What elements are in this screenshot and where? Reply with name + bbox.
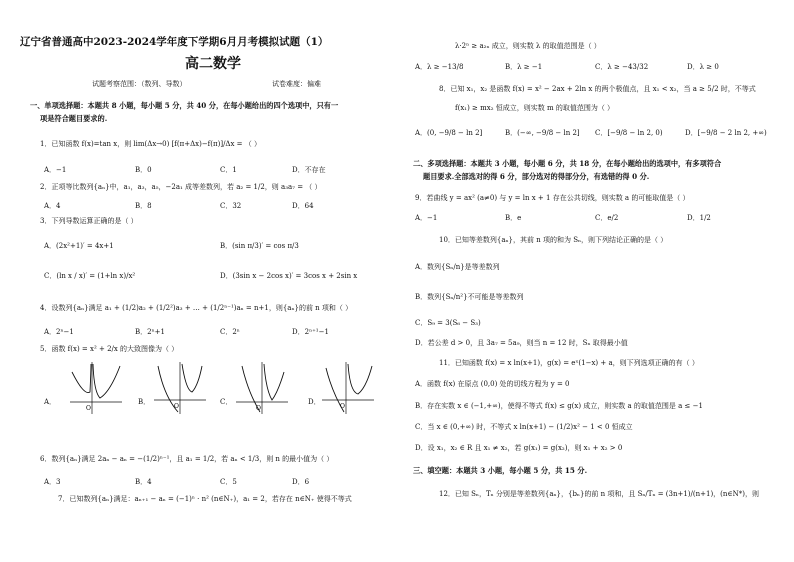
q11-option-a: A．函数 f(x) 在原点 (0,0) 处的切线方程为 y = 0 <box>415 380 570 388</box>
exam-scope: 试题考察范围：（数列、导数） <box>92 80 187 88</box>
q11-option-b: B．存在实数 x ∈ (−1,+∞)，使得不等式 f(x) ≤ g(x) 成立，则实数 a 的取值范围是 a ≤ −1 <box>415 402 703 410</box>
q6-option-d: D．6 <box>292 478 310 486</box>
q3-option-d: D．(3sin x − 2cos x)′ = 3cos x + 2sin x <box>220 272 358 280</box>
exam-title: 辽宁省普通高中2023-2024学年度下学期6月月考模拟试题（1） <box>20 36 329 48</box>
q9-option-d: D．1/2 <box>687 214 711 222</box>
q6-option-a: A．3 <box>44 478 61 486</box>
q5-graph-c <box>236 362 288 414</box>
q2-option-a: A．4 <box>44 202 61 210</box>
q1-stem: 1．已知函数 f(x)=tan x，则 lim(Δx→0) [f(π+Δx)−f(π)]/Δx = （ ） <box>40 140 261 148</box>
q6-option-c: C．5 <box>220 478 237 486</box>
q5-option-b: B． <box>138 398 151 406</box>
q2-option-b: B．8 <box>135 202 152 210</box>
q6-option-b: B．4 <box>135 478 152 486</box>
section3-heading: 三、填空题：本题共 3 小题，每小题 5 分，共 15 分. <box>413 466 588 475</box>
q8-option-d: D．[−9/8 − 2 ln 2, +∞) <box>685 129 767 137</box>
q4-option-c: C．2ⁿ <box>220 328 240 336</box>
q8-stem-cont: f(x₁) ≥ mx₂ 恒成立，则实数 m 的取值范围为（ ） <box>455 104 615 112</box>
q5-stem: 5．函数 f(x) = x² + 2/x 的大致图像为（ ） <box>40 345 179 353</box>
q10-stem: 10．已知等差数列{aₙ}，其前 n 项的和为 Sₙ，则下列结论正确的是（ ） <box>439 236 668 244</box>
section1-heading: 一、单项选择题：本题共 8 小题，每小题 5 分，共 40 分，在每小题给出的四个选项中，只有一 <box>30 101 339 110</box>
svg-text:O: O <box>256 405 261 412</box>
q9-stem: 9．若曲线 y = ax² (a≠0) 与 y = ln x + 1 存在公共切线，则实数 a 的可能取值是（ ） <box>415 194 690 202</box>
exam-difficulty: 试卷难度：偏难 <box>272 80 321 88</box>
q4-option-a: A．2ⁿ−1 <box>44 328 74 336</box>
svg-text:O: O <box>174 403 179 410</box>
q1-option-c: C．1 <box>220 166 237 174</box>
q3-option-c: C．(ln x / x)′ = (1+ln x)/x² <box>44 272 136 280</box>
q10-option-b: B．数列{Sₙ/n²}不可能是等差数列 <box>415 293 524 301</box>
q1-option-b: B．0 <box>135 166 152 174</box>
q9-option-a: A．−1 <box>415 214 438 222</box>
q9-option-c: C．e/2 <box>595 214 619 222</box>
q8-option-a: A．(0, −9/8 − ln 2] <box>415 129 483 137</box>
q12-stem: 12．已知 Sₙ，Tₙ 分别是等差数列{aₙ}，{bₙ}的前 n 项和，且 Sₙ/Tₙ = (3n+1)/(n+1)，(n∈N*)，则 <box>439 490 759 498</box>
q5-option-c: C． <box>220 398 233 406</box>
svg-text:O: O <box>86 405 91 412</box>
q2-option-d: D．64 <box>292 202 314 210</box>
q5-graph-b <box>154 362 206 414</box>
q7-stem: 7．已知数列{aₙ}满足：aₙ₊₁ − aₙ = (−1)ⁿ · n² (n∈N₊)，a₁ = 2，若存在 n∈N₊ 使得不等式 <box>58 495 352 503</box>
q4-option-d: D．2ⁿ⁺¹−1 <box>292 328 329 336</box>
q8-option-c: C．[−9/8 − ln 2, 0) <box>595 129 663 137</box>
q2-stem: 2．正项等比数列{aₙ}中，a₁，a₃，a₅，−2a₁ 成等差数列，若 a₂ = 1/2，则 a₃a₇ = （ ） <box>40 183 322 191</box>
q7-stem-cont: λ·2ⁿ ≥ a₂ₙ 成立，则实数 λ 的取值范围是（ ） <box>455 42 601 50</box>
q10-option-c: C．S₉ = 3(S₆ − S₃) <box>415 319 481 327</box>
q8-stem: 8．已知 x₁，x₂ 是函数 f(x) = x² − 2ax + 2ln x 的两个极值点，且 x₁ < x₂，当 a ≥ 5/2 时，不等式 <box>439 85 756 93</box>
q5-graph-d <box>322 362 374 414</box>
q6-stem: 6．数列{aₙ}满足 2aₙ − aₙ = −(1/2)ⁿ⁻¹，且 a₁ = 1/2，若 aₙ < 1/3，则 n 的最小值为（ ） <box>40 455 334 463</box>
q7-option-a: A．λ ≥ −13/8 <box>415 63 464 71</box>
section1-heading2: 项是符合题目要求的. <box>40 114 108 123</box>
q9-option-b: B．e <box>505 214 522 222</box>
q3-option-a: A．(2x²+1)′ = 4x+1 <box>44 242 114 250</box>
q1-option-a: A．−1 <box>44 166 67 174</box>
q4-stem: 4．设数列{aₙ}满足 a₁ + (1/2)a₂ + (1/2²)a₃ + … + (1/2ⁿ⁻¹)aₙ = n+1，则{aₙ}的前 n 项和（ ） <box>40 304 353 312</box>
q4-option-b: B．2ⁿ+1 <box>135 328 165 336</box>
q3-stem: 3．下列导数运算正确的是（ ） <box>40 217 138 225</box>
q10-option-d: D．若公差 d > 0，且 3a₇ = 5a₉，则当 n = 12 时，Sₙ 取得最小值 <box>415 339 628 347</box>
q1-option-d: D．不存在 <box>292 166 326 174</box>
q11-option-d: D．设 x₁，x₂ ∈ R 且 x₁ ≠ x₂，若 g(x₁) = g(x₂)，则 x₁ + x₂ > 0 <box>415 444 623 452</box>
q3-option-b: B．(sin π/3)′ = cos π/3 <box>220 242 299 250</box>
section2-heading2: 题目要求.全部选对的得 6 分，部分选对的得部分分，有选错的得 0 分. <box>423 172 650 181</box>
q2-option-c: C．32 <box>220 202 242 210</box>
q7-option-b: B．λ ≥ −1 <box>505 63 543 71</box>
q7-option-d: D．λ ≥ 0 <box>687 63 719 71</box>
q11-option-c: C．当 x ∈ (0,+∞) 时，不等式 x ln(x+1) − (1/2)x² − 1 < 0 恒成立 <box>415 423 633 431</box>
svg-text:O: O <box>340 403 345 410</box>
q11-stem: 11．已知函数 f(x) = x ln(x+1)，g(x) = eˣ(1−x) + a，则下列选项正确的有（ ） <box>439 359 699 367</box>
q5-option-d: D． <box>308 398 321 406</box>
section2-heading: 二、多项选择题：本题共 3 小题，每小题 6 分，共 18 分，在每小题给出的选项中，有多项符合 <box>413 159 722 168</box>
q5-graph-a <box>70 362 122 414</box>
q5-option-a: A． <box>44 398 57 406</box>
exam-subject: 高二数学 <box>185 56 241 72</box>
q10-option-a: A．数列{Sₙ/n}是等差数列 <box>415 263 500 271</box>
q8-option-b: B．(−∞, −9/8 − ln 2] <box>505 129 580 137</box>
q7-option-c: C．λ ≥ −43/32 <box>595 63 649 71</box>
